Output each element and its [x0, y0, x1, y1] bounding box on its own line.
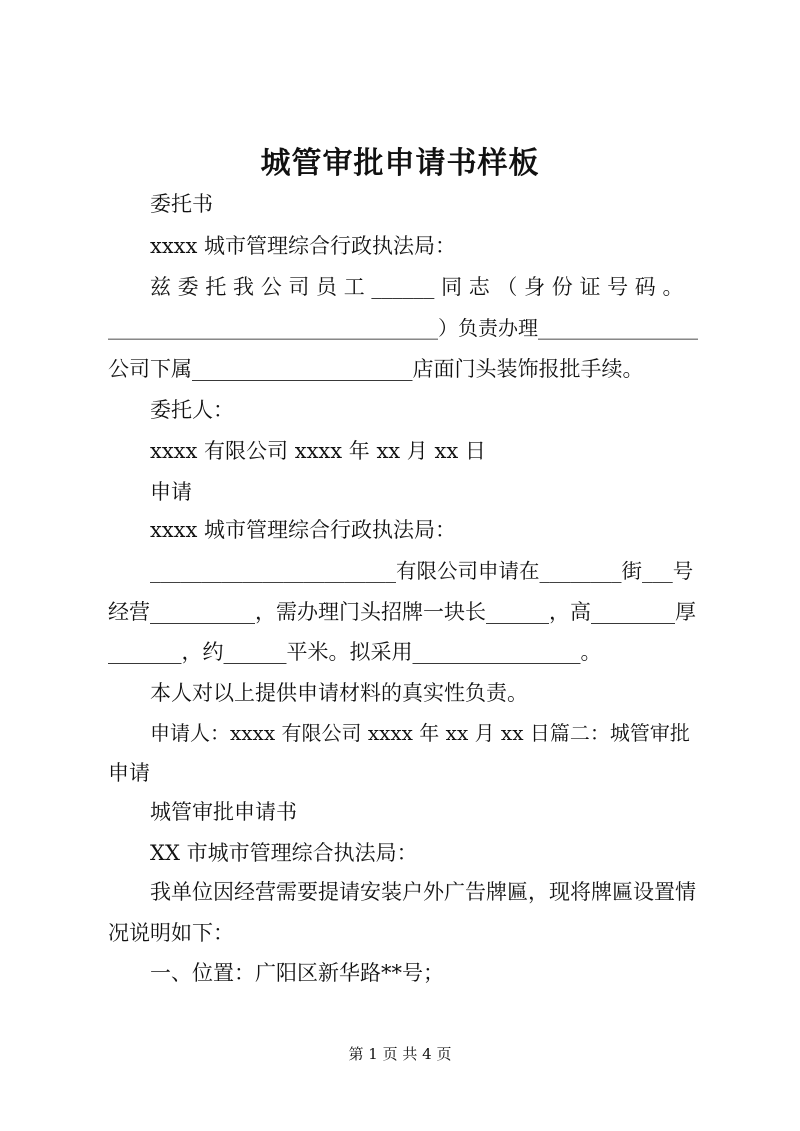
paragraph-line: _________________________________）负责办理________________ — [108, 316, 698, 340]
paragraph-line: XX 市城市管理综合执法局： — [150, 841, 418, 865]
paragraph-line: 况说明如下： — [108, 921, 234, 945]
paragraph-line: 本人对以上提供申请材料的真实性负责。 — [150, 681, 528, 705]
paragraph-line: 申请 — [150, 480, 192, 504]
paragraph-line: xxxx 有限公司 xxxx 年 xx 月 xx 日 — [150, 439, 486, 463]
paragraph-line: 我单位因经营需要提请安装户外广告牌匾，现将牌匾设置情 — [150, 880, 696, 904]
paragraph-line: 申请人：xxxx 有限公司 xxxx 年 xx 月 xx 日篇二：城管审批 — [150, 721, 690, 745]
paragraph-line: xxxx 城市管理综合行政执法局： — [150, 234, 457, 258]
paragraph-line: 公司下属_____________________店面门头装饰报批手续。 — [108, 357, 644, 381]
paragraph-line: 委托书 — [150, 192, 213, 216]
paragraph-line: xxxx 城市管理综合行政执法局： — [150, 518, 457, 542]
paragraph-line: 经营__________，需办理门头招牌一块长______，高________厚 — [108, 600, 696, 624]
paragraph-line: _______，约______平米。拟采用________________。 — [108, 640, 602, 664]
paragraph-line: ________________________有限公司申请在________街___号 — [150, 559, 694, 583]
paragraph-line: 委托人： — [150, 398, 234, 422]
paragraph-line: 一、位置：广阳区新华路**号； — [150, 961, 444, 985]
paragraph-line: 城管审批申请书 — [150, 800, 297, 824]
document-title: 城管审批申请书样板 — [260, 146, 540, 181]
page-footer: 第 1 页 共 4 页 — [348, 1045, 452, 1063]
paragraph-line: 申请 — [108, 761, 150, 785]
paragraph-line: 兹 委 托 我 公 司 员 工 ______ 同 志 （ 身 份 证 号 码 。 — [150, 275, 684, 299]
